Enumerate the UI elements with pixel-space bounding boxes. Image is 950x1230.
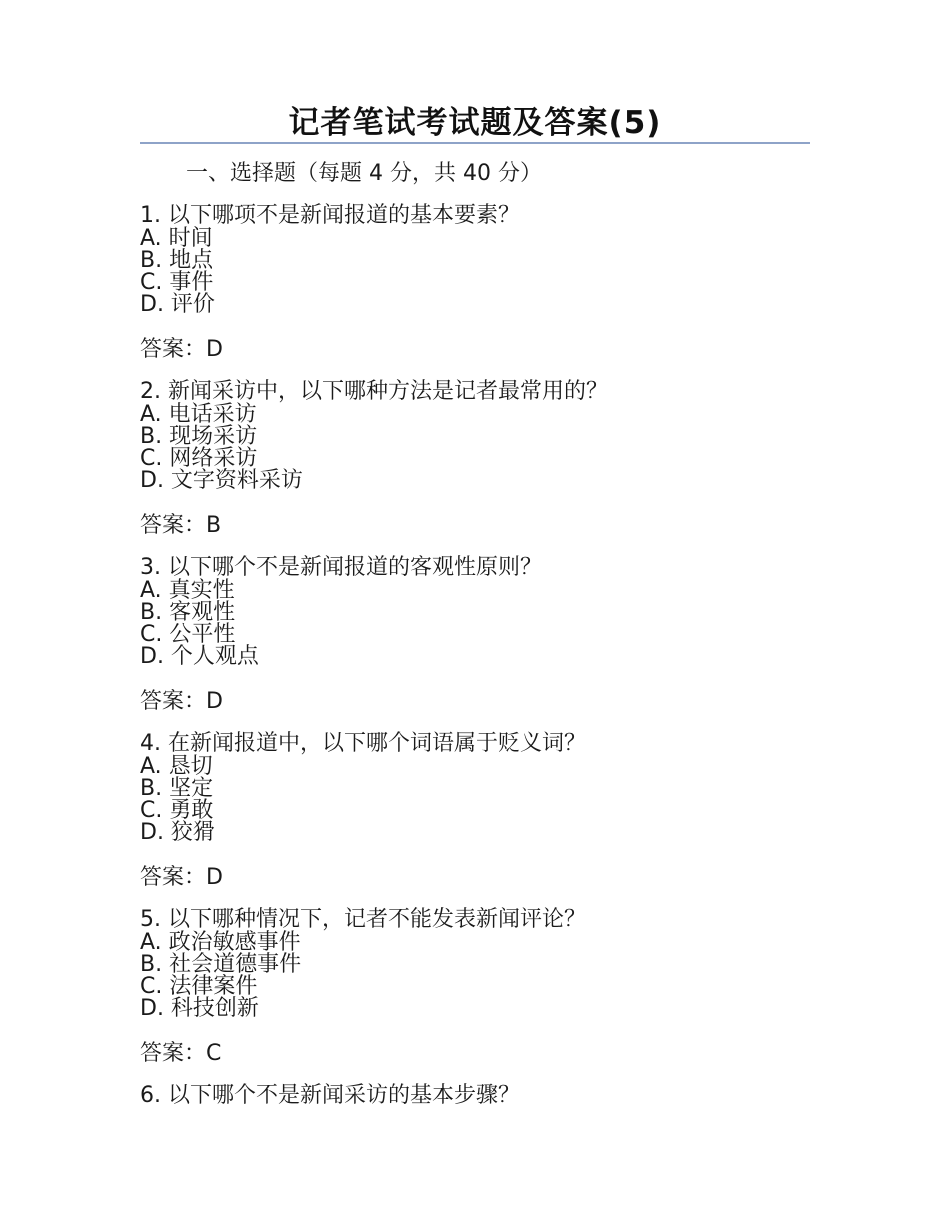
- question-5: [140, 908, 820, 1068]
- option-a: A. 真实性: [140, 578, 235, 603]
- answer-text: 答案：D: [140, 865, 223, 890]
- question-text: 6. 以下哪个不是新闻采访的基本步骤？: [140, 1083, 520, 1108]
- option-c: C. 公平性: [140, 622, 236, 647]
- title-block: [140, 104, 810, 144]
- option-c: C. 勇敢: [140, 798, 214, 823]
- option-d: D. 评价: [140, 292, 215, 317]
- question-2: [140, 380, 820, 540]
- option-b: B. 客观性: [140, 600, 236, 625]
- answer-text: 答案：D: [140, 337, 223, 362]
- question-4: [140, 732, 820, 892]
- option-b: B. 坚定: [140, 776, 214, 801]
- question-text: 1. 以下哪项不是新闻报道的基本要素？: [140, 203, 520, 228]
- option-a: A. 恳切: [140, 754, 213, 779]
- option-list: [140, 932, 820, 1020]
- answer-text: 答案：B: [140, 513, 222, 538]
- option-a: A. 时间: [140, 226, 213, 251]
- question-text: 4. 在新闻报道中，以下哪个词语属于贬义词？: [140, 731, 586, 756]
- option-b: B. 社会道德事件: [140, 952, 302, 977]
- question-list: [140, 204, 820, 1124]
- question-text: 5. 以下哪种情况下，记者不能发表新闻评论？: [140, 907, 586, 932]
- option-b: B. 地点: [140, 248, 214, 273]
- option-d: D. 个人观点: [140, 644, 259, 669]
- option-list: [140, 580, 820, 668]
- option-a: A. 电话采访: [140, 402, 257, 427]
- document-title: 记者笔试考试题及答案(5): [288, 105, 662, 141]
- question-text: 3. 以下哪个不是新闻报道的客观性原则？: [140, 555, 542, 580]
- option-list: [140, 404, 820, 492]
- option-b: B. 现场采访: [140, 424, 258, 449]
- section-heading: 一、选择题（每题 4 分，共 40 分）: [186, 161, 542, 186]
- question-6: [140, 1084, 820, 1108]
- option-d: D. 狡猾: [140, 820, 215, 845]
- option-d: D. 科技创新: [140, 996, 259, 1021]
- option-c: C. 事件: [140, 270, 214, 295]
- question-3: [140, 556, 820, 716]
- answer-text: 答案：D: [140, 689, 223, 714]
- answer-text: 答案：C: [140, 1041, 222, 1066]
- option-list: [140, 228, 820, 316]
- option-c: C. 网络采访: [140, 446, 258, 471]
- option-a: A. 政治敏感事件: [140, 930, 301, 955]
- option-d: D. 文字资料采访: [140, 468, 303, 493]
- question-1: [140, 204, 820, 364]
- option-list: [140, 756, 820, 844]
- option-c: C. 法律案件: [140, 974, 258, 999]
- question-text: 2. 新闻采访中，以下哪种方法是记者最常用的？: [140, 379, 608, 404]
